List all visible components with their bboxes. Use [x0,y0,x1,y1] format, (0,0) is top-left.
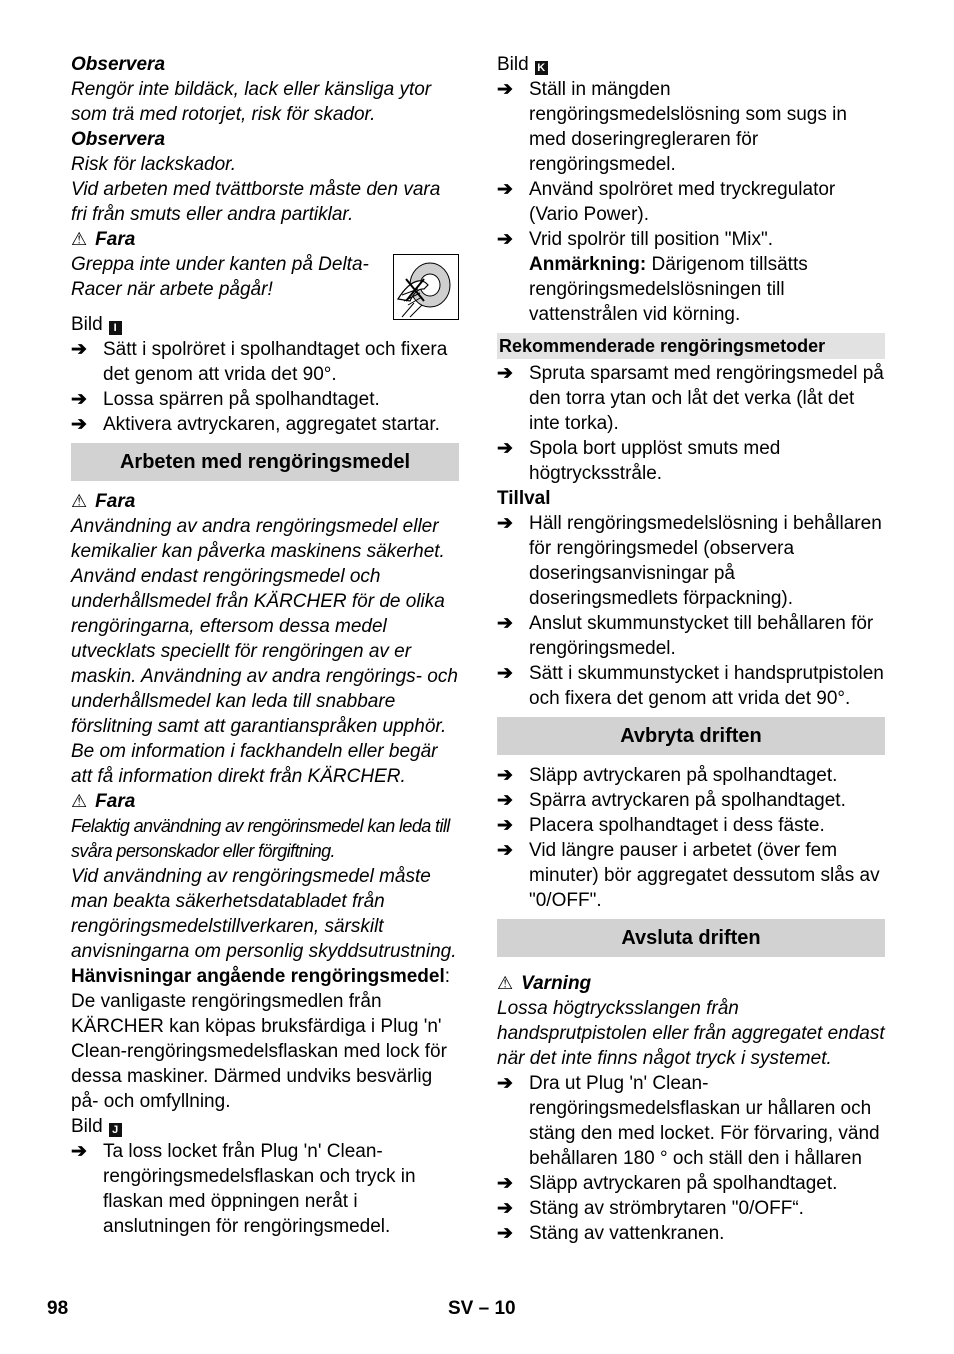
fara-heading-3: ⚠ Fara [71,791,136,812]
page-number: 98 [47,1298,69,1319]
right-arrow-icon: ➔ [497,1198,513,1219]
figure-j-icon: J [109,1123,122,1137]
right-arrow-icon: ➔ [497,1223,513,1244]
figure-i-icon: I [109,321,122,335]
step-item: ➔ Stäng av vattenkranen. [497,1223,725,1244]
bild-j-label: Bild J [71,1114,459,1139]
fara-text-3b: Vid användning av rengöringsmedel måste man beakta säkerhetsdatabladet från rengöringsmedelstillverkaren, särskilt anvisningarna om personlig skyddsutrustning. [71,866,457,962]
step-item: ➔ Släpp avtryckaren på spolhandtaget. [497,1173,838,1194]
observera-text-1: Rengör inte bildäck, lack eller känsliga ytor som trä med rotorjet, risk för skador. [71,79,432,125]
fara-heading-1: ⚠ Fara [71,229,136,250]
fara-heading-2: ⚠ Fara [71,491,136,512]
step-item: ➔ Placera spolhandtaget i dess fäste. [497,815,825,836]
warning-triangle-icon: ⚠ [497,973,514,993]
right-arrow-icon: ➔ [497,815,513,836]
fara-text-2: Användning av andra rengöringsmedel eller kemikalier kan påverka maskinens säkerhet. [71,516,445,562]
warning-triangle-icon: ⚠ [71,229,88,249]
right-arrow-icon: ➔ [497,363,513,384]
fara-text-3: Felaktig användning av rengörinsmedel kan leda till svåra personskador eller förgiftning. [71,816,450,861]
section-heading-avsluta: Avsluta driften [497,919,885,957]
right-arrow-icon: ➔ [497,513,513,534]
right-arrow-icon: ➔ [71,339,87,360]
right-arrow-icon: ➔ [497,840,513,861]
step-item: ➔ Använd spolröret med tryckregulator (Vario Power). [497,179,836,225]
step-item: ➔ Ta loss locket från Plug 'n' Clean-rengöringsmedelsflaskan och tryck in flaskan med öppningen neråt i anslutningen för rengöringsmedel. [71,1141,416,1237]
right-arrow-icon: ➔ [497,790,513,811]
warning-triangle-icon: ⚠ [71,491,88,511]
step-item: ➔ Stäng av strömbrytaren "0/OFF“. [497,1198,804,1219]
right-arrow-icon: ➔ [497,1073,513,1094]
observera-title-1: Observera [71,54,166,75]
step-item: ➔ Ställ in mängden rengöringsmedelslösning som sugs in med doseringregleraren för rengöringsmedel. [497,79,847,175]
section-heading-rengoringsmedel: Arbeten med rengöringsmedel [71,443,459,481]
observera-text-2a: Risk för lackskador. [71,154,237,175]
subheading-rekommenderade: Rekommenderade rengöringsmetoder [497,333,885,359]
figure-k-icon: K [535,61,548,75]
warning-triangle-icon: ⚠ [71,791,88,811]
bild-k-label: Bild K [497,52,885,77]
step-item: ➔ Spola bort upplöst smuts med högtrycksstråle. [497,438,781,484]
step-item: ➔ Spärra avtryckaren på spolhandtaget. [497,790,846,811]
step-item: ➔ Häll rengöringsmedelslösning i behållaren för rengöringsmedel (observera doseringsanvisningar på doseringsmedlets förpackning). [497,513,882,609]
varning-text: Lossa högtrycksslangen från handsprutpistolen eller från aggregatet endast när det inte finns något tryck i systemet. [497,998,885,1069]
right-arrow-icon: ➔ [71,389,87,410]
step-item: ➔ Aktivera avtryckaren, aggregatet startar. [71,414,440,435]
anmarkning-note: Anmärkning: Därigenom tillsätts rengöringsmedelslösningen till vattenstrålen vid körning. [529,254,808,325]
tillval-heading: Tillval [497,488,551,509]
step-item: ➔ Släpp avtryckaren på spolhandtaget. [497,765,838,786]
right-arrow-icon: ➔ [497,79,513,100]
right-arrow-icon: ➔ [497,1173,513,1194]
section-page-label: SV – 10 [448,1298,516,1319]
varning-heading: ⚠ Varning [497,973,592,994]
section-heading-avbryta: Avbryta driften [497,717,885,755]
step-item: ➔ Lossa spärren på spolhandtaget. [71,389,380,410]
step-item: ➔ Sätt i skummunstycket i handsprutpistolen och fixera det genom att vrida det 90°. [497,663,884,709]
right-arrow-icon: ➔ [497,229,513,250]
right-arrow-icon: ➔ [497,765,513,786]
step-item: ➔ Anslut skummunstycket till behållaren för rengöringsmedel. [497,613,874,659]
delta-racer-hand-icon [393,254,459,320]
right-arrow-icon: ➔ [497,179,513,200]
step-item: ➔ Vid längre pauser i arbetet (över fem minuter) bör aggregatet dessutom slås av "0/OFF". [497,840,880,911]
right-arrow-icon: ➔ [497,663,513,684]
step-item: ➔ Spruta sparsamt med rengöringsmedel på den torra ytan och låt det verka (låt det inte torka). [497,363,884,434]
fara-text-2b: Använd endast rengöringsmedel och underhållsmedel från KÄRCHER för de olika rengöringarna, eftersom dessa medel utvecklats speciellt för rengöringen av er maskin. Användning av andra rengörings- och underhållsmedel kan leda till snabbare förslitning samt att garantianspråken upphör. Be om information i fackhandeln eller begär att få information direkt från KÄRCHER. [71,566,458,787]
right-arrow-icon: ➔ [71,1141,87,1162]
observera-title-2: Observera [71,129,166,150]
right-arrow-icon: ➔ [497,613,513,634]
observera-text-2b: Vid arbeten med tvättborste måste den vara fri från smuts eller andra partiklar. [71,179,441,225]
fara-text-1: Greppa inte under kanten på Delta-Racer när arbete pågår! [71,254,369,300]
step-item: ➔ Vrid spolrör till position "Mix". [497,229,774,250]
left-column [71,52,459,1239]
delta-racer-warning [71,252,459,302]
bild-i-label: Bild I [71,312,459,337]
hanvisningar-paragraph: Hänvisningar angående rengöringsmedel: De vanligaste rengöringsmedlen från KÄRCHER kan köpas bruksfärdiga i Plug 'n' Clean-rengöringsmedelsflaskan med lock för dessa maskiner. Därmed undviks besvärlig på- och omfyllning. [71,966,451,1112]
step-item: ➔ Dra ut Plug 'n' Clean-rengöringsmedelsflaskan ur hållaren och stäng den med locket. För förvaring, vänd behållaren 180 ° och ställ den i hållaren [497,1073,880,1169]
right-column [497,52,885,1246]
step-item: ➔ Sätt i spolröret i spolhandtaget och fixera det genom att vrida det 90°. [71,339,448,385]
right-arrow-icon: ➔ [497,438,513,459]
right-arrow-icon: ➔ [71,414,87,435]
